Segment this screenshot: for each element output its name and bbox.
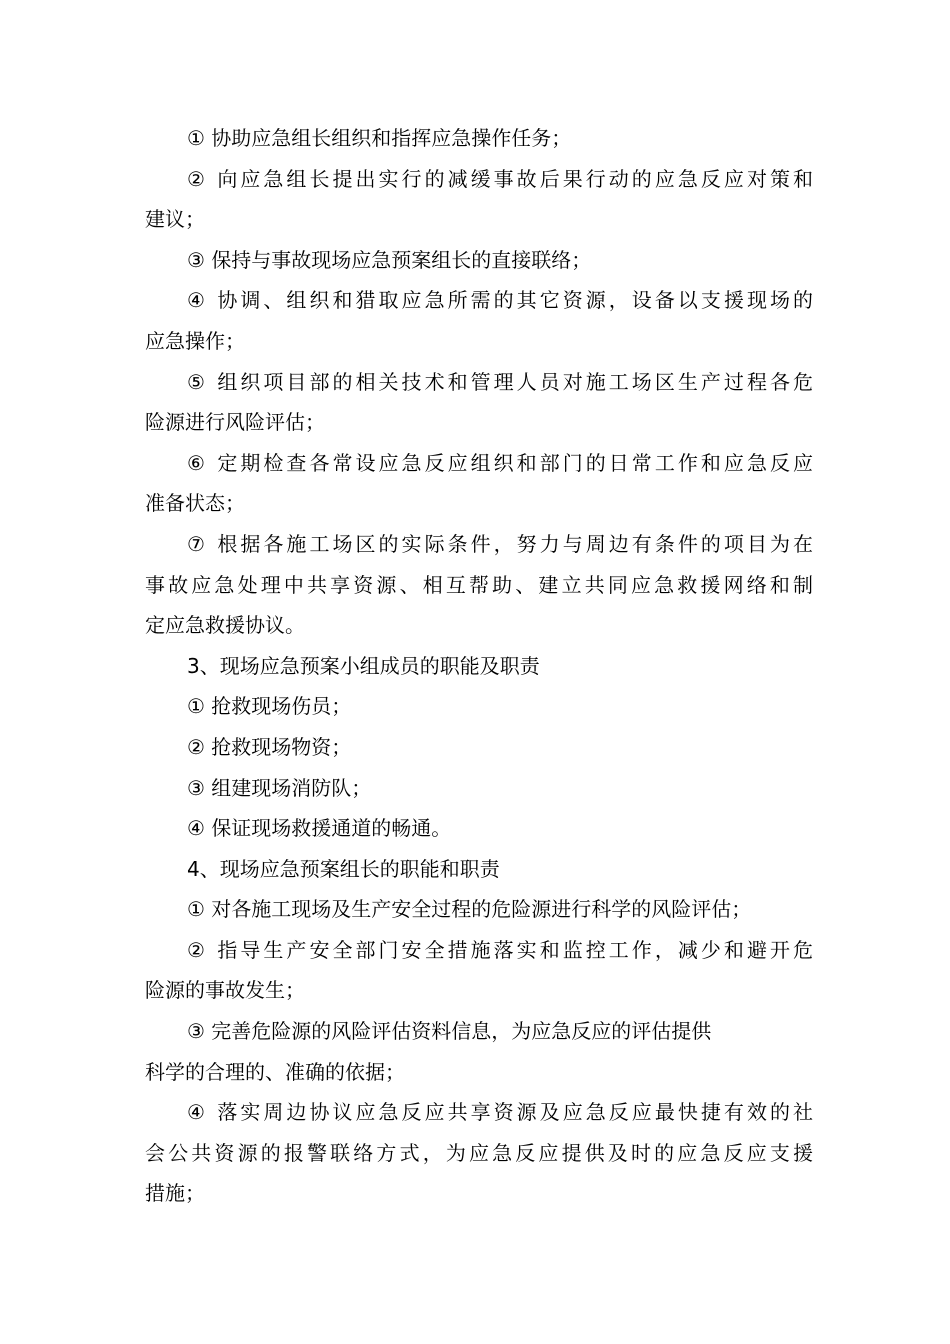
text-line: ⑤ 组织项目部的相关技术和管理人员对施工场区生产过程各危 <box>187 369 813 394</box>
text-line: 措施； <box>145 1181 205 1206</box>
text-line: ③ 组建现场消防队； <box>187 775 372 800</box>
text-line: 准备状态； <box>145 491 245 516</box>
text-line: ② 向应急组长提出实行的减缓事故后果行动的应急反应对策和 <box>187 166 813 191</box>
text-line: 建议； <box>145 207 205 232</box>
text-line: ④ 保证现场救援通道的畅通。 <box>187 816 452 841</box>
text-line: 险源进行风险评估； <box>145 410 325 435</box>
text-line: 应急操作； <box>145 328 245 353</box>
text-line: 4、现场应急预案组长的职能和职责 <box>187 856 500 881</box>
text-line: ① 协助应急组长组织和指挥应急操作任务； <box>187 126 572 150</box>
text-line: ② 指导生产安全部门安全措施落实和监控工作，减少和避开危 <box>187 937 813 962</box>
text-line: ⑦ 根据各施工场区的实际条件，努力与周边有条件的项目为在 <box>187 531 813 556</box>
text-line: ③ 保持与事故现场应急预案组长的直接联络； <box>187 247 592 272</box>
text-line: ① 抢救现场伤员； <box>187 694 352 719</box>
text-line: ② 抢救现场物资； <box>187 734 352 759</box>
text-line: ① 对各施工现场及生产安全过程的危险源进行科学的风险评估； <box>187 897 752 922</box>
text-line: 险源的事故发生； <box>145 978 305 1003</box>
text-line: ⑥ 定期检查各常设应急反应组织和部门的日常工作和应急反应 <box>187 450 813 475</box>
document-body <box>145 118 813 1214</box>
text-line: 科学的合理的、准确的依据； <box>145 1059 405 1084</box>
text-line: ④ 落实周边协议应急反应共享资源及应急反应最快捷有效的社 <box>187 1100 813 1125</box>
text-line: ③ 完善危险源的风险评估资料信息，为应急反应的评估提供 <box>187 1019 712 1044</box>
text-line: 3、现场应急预案小组成员的职能及职责 <box>187 653 540 678</box>
text-line: 会公共资源的报警联络方式，为应急反应提供及时的应急反应支援 <box>145 1140 813 1165</box>
text-line: ④ 协调、组织和猎取应急所需的其它资源，设备以支援现场的 <box>187 288 813 313</box>
text-line: 定应急救援协议。 <box>145 613 305 638</box>
text-line: 事故应急处理中共享资源、相互帮助、建立共同应急救援网络和制 <box>145 572 813 597</box>
